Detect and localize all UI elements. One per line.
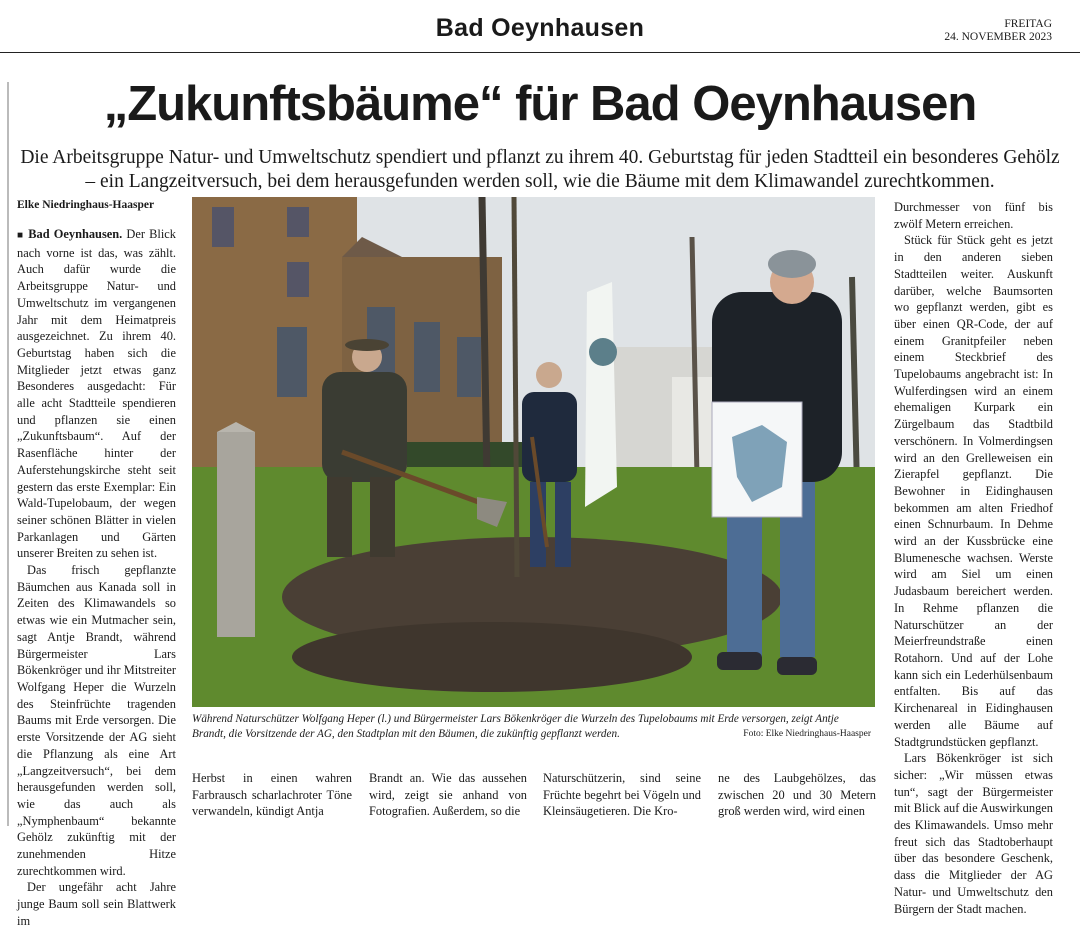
article-column-bottom-1 [192, 770, 352, 820]
page-edge-line [7, 82, 9, 826]
paragraph: Herbst in einen wahren Farbrausch scharlachroter Töne verwandeln, kündigt Antja [192, 771, 352, 819]
article-photo [192, 197, 875, 707]
paragraph-text: Der Blick nach vorne ist das, was zählt. Auch dafür wurde die Arbeitsgruppe Natur- und Umweltschutz im vergangenen Jahr mit dem Heimatpreis ausgezeichnet. Zu ihrem 40. Geburtstag haben sich die Mitglieder jetzt etwas ganz Besonderes ausgedacht: Für alle acht Stadtteile spendieren und pflanzen sie einen „Zukunftsbaum“. Auf der Rasenfläche hinter der Auferstehungskirche steht seit gestern das erste Exemplar: Ein Wald-Tupelobaum, der wegen seiner schönen Blätter in vielen Parkanlagen und Gärten unserer Breiten zu sehen ist. [17, 227, 176, 561]
article-column-right [894, 199, 1053, 916]
paragraph: Der ungefähr acht Jahre junge Baum soll sein Blattwerk im [17, 880, 176, 928]
subheadline: Die Arbeitsgruppe Natur- und Umweltschutz spendiert und pflanzt zu ihrem 40. Geburtstag für jeden Stadtteil ein besonderes Gehölz – ein Langzeitversuch, bei dem herausgefunden werden soll, wie die Bäume mit dem Klimawandel zurechtkommen. [20, 147, 1060, 192]
paragraph: Brandt an. Wie das aussehen wird, zeigt sie anhand von Fotografien. Außerdem, so die [369, 771, 527, 819]
headline: „Zukunftsbäume“ für Bad Oeynhausen [103, 77, 977, 131]
caption-text: Während Naturschützer Wolfgang Heper (l.) und Bürgermeister Lars Bökenkröger die Wurzeln des Tupelobaums mit Erde versorgen, zeigt Antje Brandt, die Vorsitzende der AG, den Stadtplan mit den Bäumen, die zukünftig gepflanzt werden. [192, 713, 839, 740]
date: 24. NOVEMBER 2023 [944, 31, 1052, 43]
paragraph: Das frisch gepflanzte Bäumchen aus Kanada soll in Zeiten des Klimawandels so etwas wie ein Mutmacher sein, sagt Antje Brandt, während Bürgermeister Lars Bökenkröger und ihr Mitstreiter Wolfgang Heper die Wurzeln des Steinfrüchte tragenden Baums mit Erde versorgen. Die erste Vorsitzende der AG sieht die Pflanzung als eine Art „Langzeitversuch“, bei dem herausgefunden werden soll, wie das auch als „Nymphenbaum“ bekannte Gehölz zukünftig mit der zunehmenden Hitze zurechtkommen wird. [17, 563, 176, 878]
photo-illustration [192, 197, 875, 707]
paragraph: Naturschützerin, sind seine Früchte begehrt bei Vögeln und Kleinsäugetieren. Die Kro- [543, 771, 701, 819]
paragraph: ne des Laubgehölzes, das zwischen 20 und 30 Metern groß werden wird, wird einen [718, 771, 876, 819]
section-location: Bad Oeynhausen [435, 14, 645, 42]
article-column-bottom-4 [718, 770, 876, 820]
paragraph: Durchmesser von fünf bis zwölf Metern erreichen. [894, 200, 1053, 231]
page-header [0, 0, 1080, 53]
article-column-left [17, 226, 176, 928]
paragraph: Stück für Stück geht es jetzt in den anderen sieben Stadtteilen weiter. Auskunft darüber, welche Baumsorten wo gepflanzt werden, gibt es über einen QR-Code, der auf einem Granitpfeiler neben einem Steckbrief des Tupelobaums angebracht ist: In Wulferdingsen wird an einem ehemaligen Kurpark ein Zürgelbaum das Stadtbild verschönern. In Volmerdingsen wird an den Grelleweisen ein Zierapfel gepflanzt. Die Bewohner in Eidinghausen bekommen am alten Friedhof einen Schnurbaum. In Dehme wird an der Kussbrücke eine Blumenesche wachsen. Werste wird am Siel um einen Judasbaum bereichert werden. In Rehme pflanzen die Naturschützer an der Meierfreundstraße einen Rotahorn. Und auf der Lohe kann sich ein Lederhülsenbaum entfalten. Bis auf das Kirchenareal in Eidinghausen werden alle Bäume auf Stadtgrundstücken gepflanzt. [894, 233, 1053, 749]
paragraph: ■ Bad Oeynhausen. Der Blick nach vorne ist das, was zählt. Auch dafür wurde die Arbeitsgruppe Natur- und Umweltschutz im vergangenen Jahr mit dem Heimatpreis ausgezeichnet. Zu ihrem 40. Geburtstag haben sich die Mitglieder jetzt etwas ganz Besonderes ausgedacht: Für alle acht Stadtteile spendieren und pflanzen sie einen „Zukunftsbaum“. Auf der Rasenfläche hinter der Auferstehungskirche steht seit gestern das erste Exemplar: Ein Wald-Tupelobaum, der wegen seiner schönen Blätter in vielen Parkanlagen und Gärten unserer Breiten zu sehen ist. [17, 227, 176, 561]
article-column-bottom-2 [369, 770, 527, 820]
photo-caption [192, 712, 875, 742]
issue-date [944, 18, 1052, 44]
article-column-bottom-3 [543, 770, 701, 820]
paragraph: Lars Bökenkröger ist sich sicher: „Wir müssen etwas tun“, sagt der Bürgermeister mit Blick auf die Auswirkungen des Klimawandels. Umso mehr freut sich das Stadtoberhaupt über das besondere Geschenk, dass die Mitglieder der AG Natur- und Umweltschutz den Bürgern der Stadt machen. [894, 751, 1053, 916]
weekday: FREITAG [1004, 18, 1052, 30]
dateline: Bad Oeynhausen. [28, 227, 123, 241]
author-byline: Elke Niedringhaus-Haasper [17, 199, 155, 211]
photo-credit: Foto: Elke Niedringhaus-Haasper [743, 729, 871, 739]
